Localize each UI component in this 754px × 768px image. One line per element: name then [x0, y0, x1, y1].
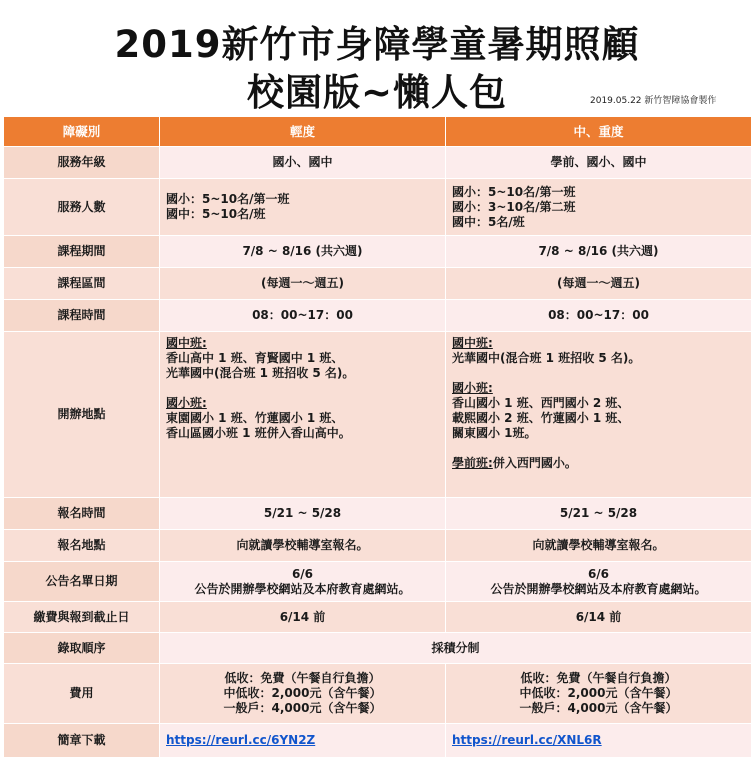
cell-mild: 國小、國中: [160, 147, 446, 179]
text-line: 低收：免費（午餐自行負擔）: [520, 671, 677, 685]
table-row: [4, 664, 752, 724]
table-row: [4, 147, 752, 179]
text-line: [452, 456, 745, 471]
row-label: 錄取順序: [4, 633, 160, 664]
row-label: 課程期間: [4, 236, 160, 268]
text-line: 中低收：2,000元（含午餐）: [519, 686, 678, 700]
cell-severe: [446, 332, 752, 498]
cell-severe: [446, 179, 752, 236]
credit-note: 2019.05.22 新竹智障協會製作: [590, 96, 717, 106]
cell-mild: (每週一～週五): [160, 268, 446, 300]
section-title: 國小班:: [166, 396, 207, 410]
page-subtitle: 校園版~懶人包: [246, 71, 507, 114]
section-title: 國中班:: [452, 336, 493, 350]
table-row: [4, 602, 752, 633]
section-title: 國中班:: [166, 336, 207, 350]
row-label: 服務人數: [4, 179, 160, 236]
section-title: 國小班:: [452, 381, 493, 395]
cell-mild: [160, 332, 446, 498]
header-disability-type: 障礙別: [4, 117, 160, 147]
text-line: 國小：5~10名/第一班: [452, 184, 576, 199]
text-line: 國小：3~10名/第二班: [452, 199, 576, 214]
text-line: 香山區國小班 1 班併入香山高中。: [166, 426, 351, 440]
cell-severe: [446, 724, 752, 758]
cell-mild: [160, 562, 446, 602]
header-severe: 中、重度: [446, 117, 752, 147]
row-label: 繳費與報到截止日: [4, 602, 160, 633]
table-row: [4, 268, 752, 300]
cell-mild: 向就讀學校輔導室報名。: [160, 530, 446, 562]
row-label: 公告名單日期: [4, 562, 160, 602]
page-title: 2019新竹市身障學童暑期照顧: [114, 23, 640, 66]
cell-severe: 向就讀學校輔導室報名。: [446, 530, 752, 562]
cell-severe: [446, 664, 752, 724]
text-line: 國中：5~10名/班: [166, 207, 266, 221]
cell-severe: 08：00~17：00: [446, 300, 752, 332]
cell-mild: 7/8 ~ 8/16 (共六週): [160, 236, 446, 268]
text-line: 光華國中(混合班 1 班招收 5 名)。: [452, 351, 641, 365]
text-line: 低收：免費（午餐自行負擔）: [224, 671, 381, 685]
row-label: 課程區間: [4, 268, 160, 300]
row-label: 簡章下載: [4, 724, 160, 758]
header-row: [4, 117, 752, 147]
row-label: 開辦地點: [4, 332, 160, 498]
header-mild: 輕度: [160, 117, 446, 147]
text-line: 6/6: [587, 566, 610, 581]
cell-severe: [446, 562, 752, 602]
cell-severe: 5/21 ~ 5/28: [446, 498, 752, 530]
text-line: 國小：5~10名/第一班: [166, 192, 290, 206]
row-label: 費用: [4, 664, 160, 724]
text-line: 香山高中 1 班、育賢國中 1 班、: [166, 351, 344, 365]
text-line: 6/6: [291, 566, 314, 581]
row-label: 課程時間: [4, 300, 160, 332]
table-row: [4, 332, 752, 498]
cell-mild: 08：00~17：00: [160, 300, 446, 332]
text-line: 香山國小 1 班、西門國小 2 班、: [452, 396, 630, 410]
table-row: [4, 562, 752, 602]
row-label: 報名地點: [4, 530, 160, 562]
text-line: 一般戶：4,000元（含午餐）: [519, 701, 678, 715]
cell-severe: (每週一～週五): [446, 268, 752, 300]
table-row: [4, 179, 752, 236]
section-title: 學前班:: [452, 456, 493, 470]
brochure-link-severe[interactable]: https://reurl.cc/XNL6R: [452, 733, 602, 747]
table-row: [4, 300, 752, 332]
cell-admission: 採積分制: [160, 633, 752, 664]
table-row: [4, 633, 752, 664]
row-label: 服務年級: [4, 147, 160, 179]
cell-mild: 5/21 ~ 5/28: [160, 498, 446, 530]
text-line: 公告於開辦學校網站及本府教育處網站。: [194, 581, 411, 596]
text-line: 載熙國小 2 班、竹蓮國小 1 班、: [452, 411, 630, 425]
table-row: [4, 530, 752, 562]
row-label: 報名時間: [4, 498, 160, 530]
text-line: 公告於開辦學校網站及本府教育處網站。: [490, 581, 707, 596]
text-line: 國中：5名/班: [452, 214, 525, 229]
cell-mild: [160, 179, 446, 236]
cell-severe: 7/8 ~ 8/16 (共六週): [446, 236, 752, 268]
text-line: 光華國中(混合班 1 班招收 5 名)。: [166, 366, 355, 380]
cell-severe: 學前、國小、國中: [446, 147, 752, 179]
info-table: [3, 116, 752, 758]
text-line: 東園國小 1 班、竹蓮國小 1 班、: [166, 411, 344, 425]
text-line: 中低收：2,000元（含午餐）: [223, 686, 382, 700]
cell-mild: [160, 724, 446, 758]
table-row: [4, 724, 752, 758]
table-row: [4, 498, 752, 530]
text-line: 一般戶：4,000元（含午餐）: [223, 701, 382, 715]
table-row: [4, 236, 752, 268]
text-line: 關東國小 1班。: [452, 426, 537, 440]
cell-mild: 6/14 前: [160, 602, 446, 633]
cell-mild: [160, 664, 446, 724]
brochure-link-mild[interactable]: https://reurl.cc/6YN2Z: [166, 733, 316, 747]
text-inline: 併入西門國小。: [492, 456, 577, 470]
cell-severe: 6/14 前: [446, 602, 752, 633]
